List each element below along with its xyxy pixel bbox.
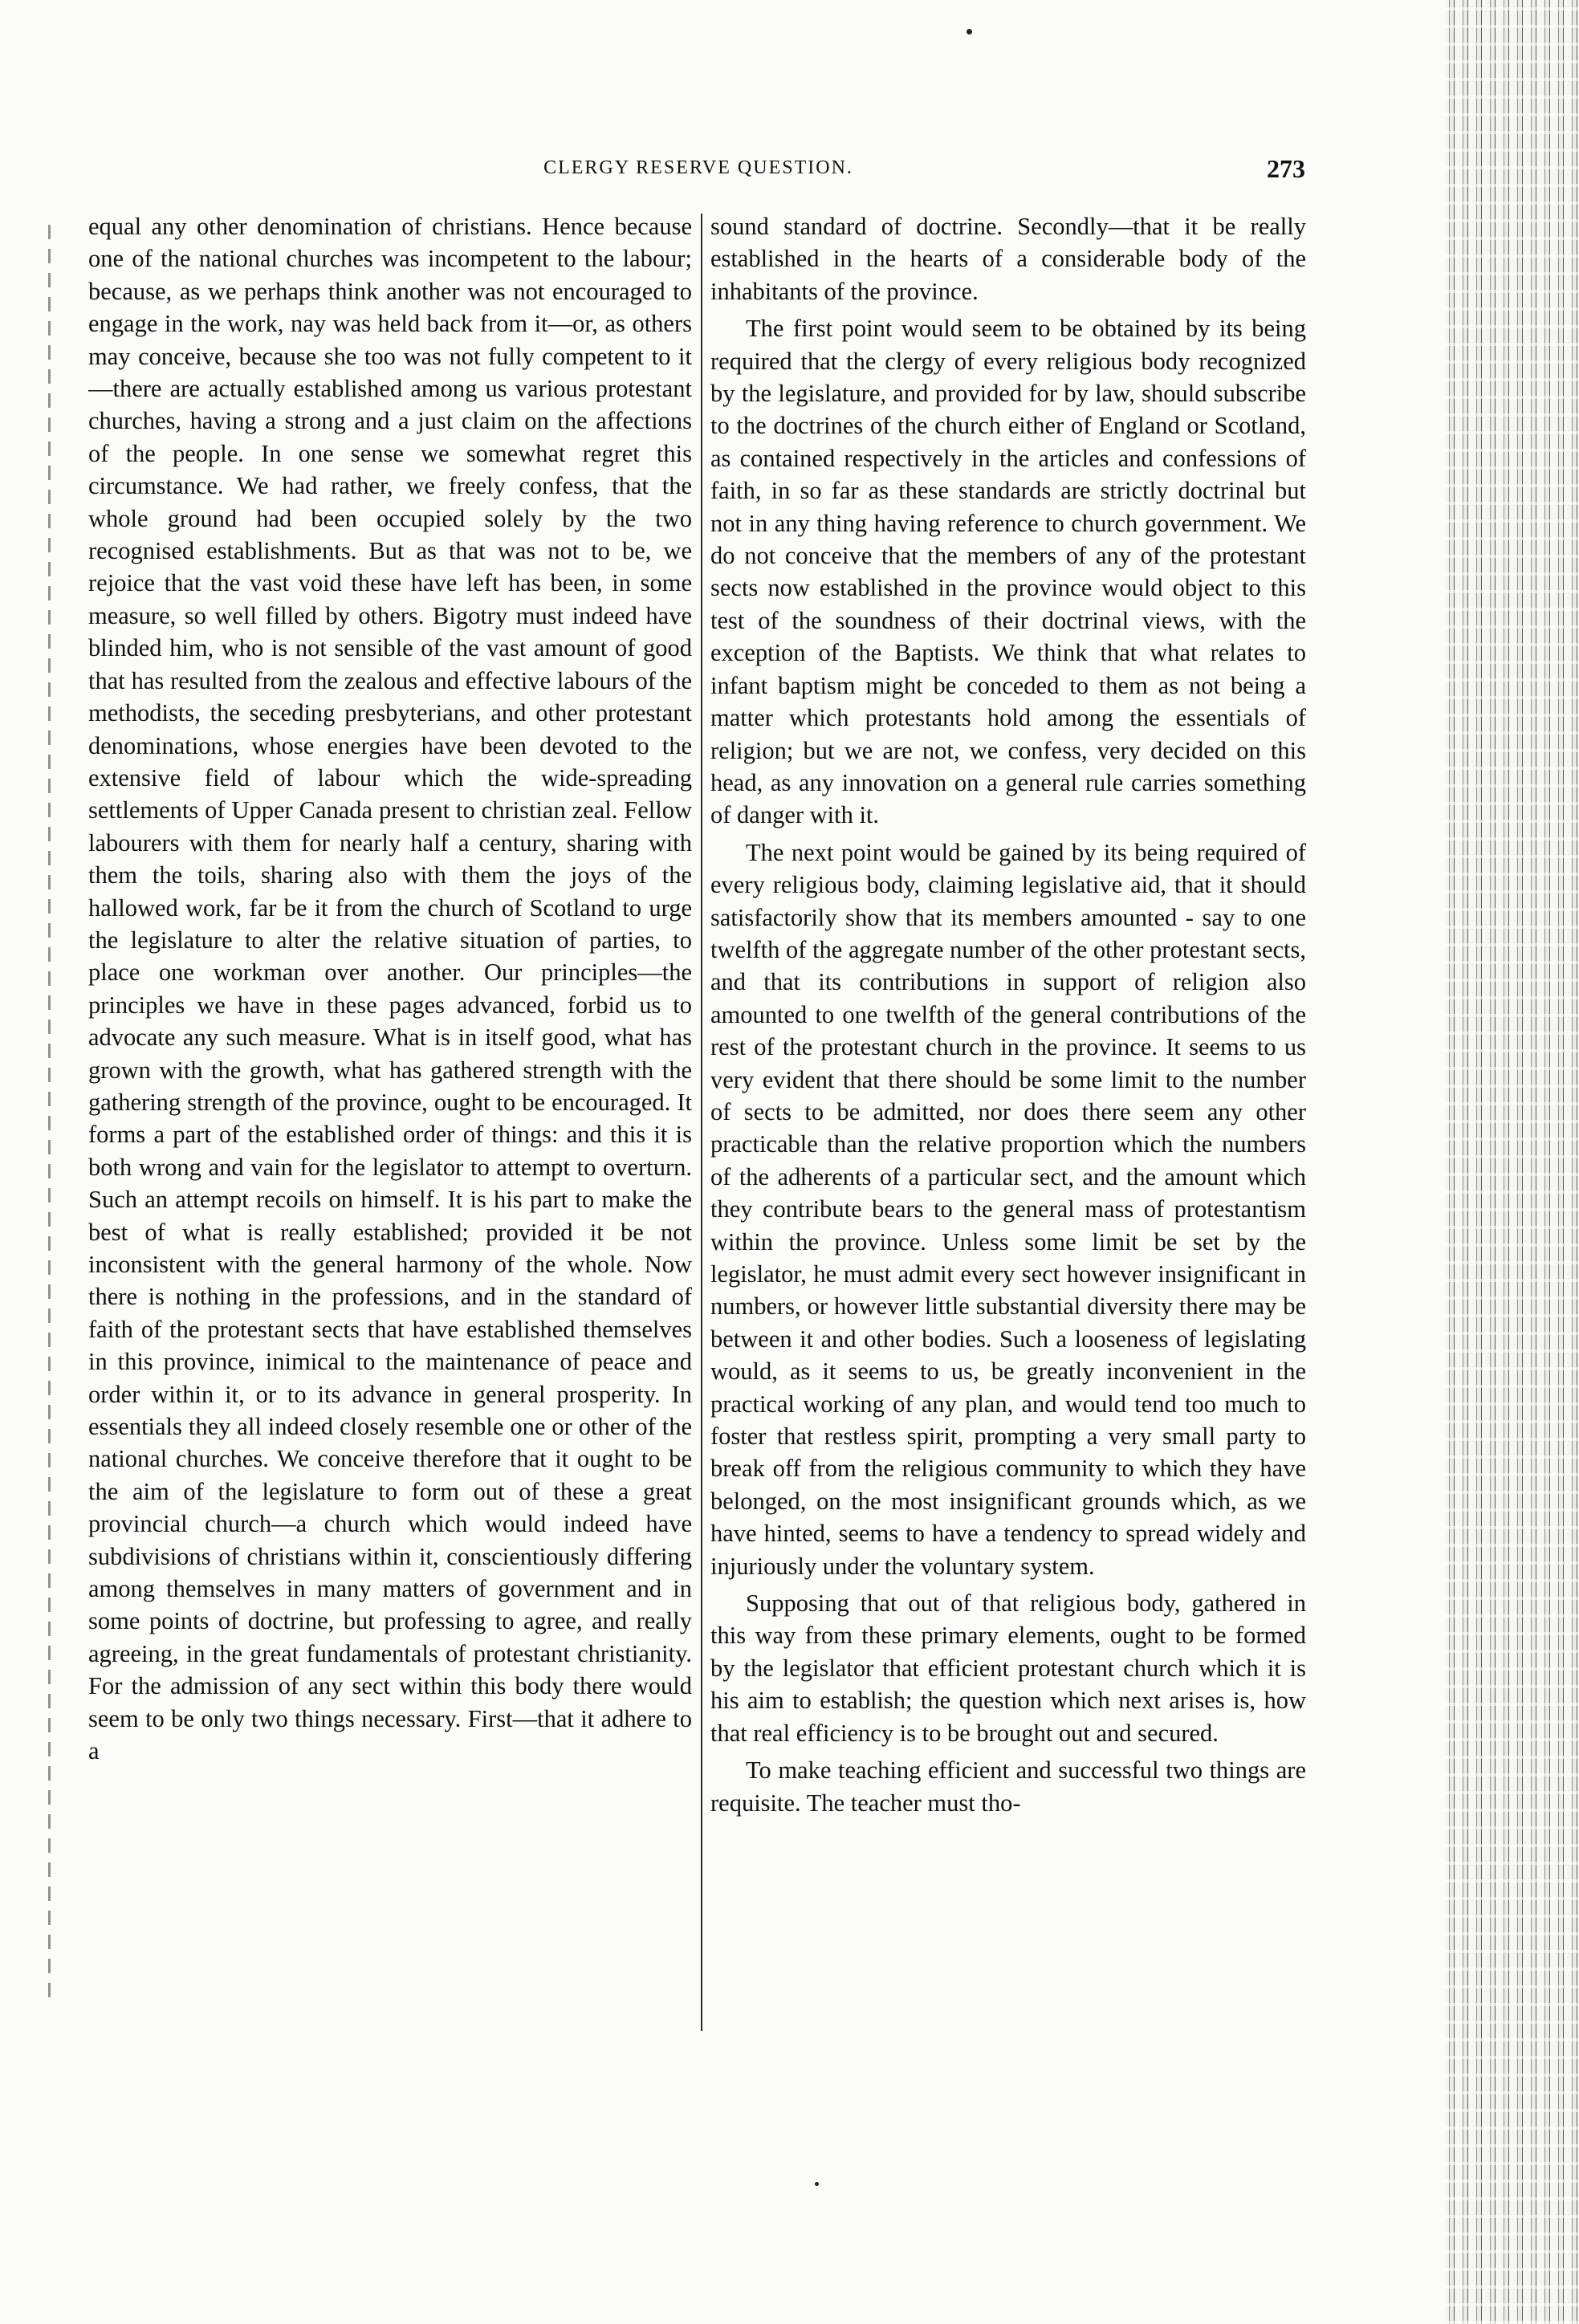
ink-speck [967, 29, 972, 35]
ink-speck [815, 2182, 819, 2186]
paragraph: The next point would be gained by its being required of every religious body, claiming legislative aid, that it should satisfactorily show that its members amounted - say to one twelfth of the aggregate number of the other protestant sects, and that its contributions in support of religion also amounted to one twelfth of the general contributions of the rest of the protestant church in the province. It seems to us very evident that there should be some limit to the number of sects to be admitted, nor does there seem any other practicable than the relative proportion which the numbers of the adherents of a particular sect, and the amount which they contribute bears to the general mass of protestantism within the province. Unless some limit be set by the legislator, he must admit every sect however insignificant in numbers, or however little substantial diversity there may be between it and other bodies. Such a looseness of legislating would, as it seems to us, be greatly inconvenient in the practical working of any plan, and would tend too much to foster that restless spirit, prompting a very small party to break off from the religious community to which they have belonged, on the most insignificant grounds which, as we have hinted, seems to have a tendency to spread widely and injuriously under the voluntary system. [710, 838, 1306, 1580]
paragraph: The first point would seem to be obtained by its being required that the clergy of every religious body recognized by the legislature, and provided for by law, should subscribe to the doctrines of the church either of England or Scotland, as contained respectively in the articles and confessions of faith, in so far as these standards are strictly doctrinal but not in any thing having reference to church government. We do not conceive that the members of any of the protestant sects now established in the province would object to this test of the soundness of their doctrinal views, with the exception of the Baptists. We think that what relates to infant baptism might be conceded to them as not being a matter which protestants hold among the essentials of religion; but we are not, we confess, very decided on this head, as any innovation on a general rule carries something of danger with it. [710, 315, 1306, 829]
page-number: 273 [1267, 154, 1305, 183]
paragraph: Supposing that out of that religious body, gathered in this way from these primary elements, ought to be formed by the legislator that efficient protestant church which it is his aim to establish; the question which next arises is, how that real efficiency is to be brought out and secured. [710, 1589, 1306, 1747]
paragraph: sound standard of doctrine. Secondly—that it be really established in the hearts of a considerable body of the inhabitants of the province. [710, 213, 1306, 305]
column-divider [701, 214, 702, 2031]
paragraph: equal any other denomination of christians. Hence because one of the national churches was incompetent to the labour; because, as we perhaps think another was not encouraged to engage in the work, nay was held back from it—or, as others may conceive, because she too was not fully competent to it—there are actually established among us various protestant churches, having a strong and a just claim on the affections of the people. In one sense we somewhat regret this circumstance. We had rather, we freely confess, that the whole ground had been occupied solely by the two recognised establishments. But as that was not to be, we rejoice that the vast void these have left has been, in some measure, so well filled by others. Bigotry must indeed have blinded him, who is not sensible of the vast amount of good that has resulted from the zealous and effective labours of the methodists, the seceding presbyterians, and other protestant denominations, whose energies have been devoted to the extensive field of labour which the wide-spreading settlements of Upper Canada present to christian zeal. Fellow labourers with them for nearly half a century, sharing with them the toils, sharing also with them the joys of the hallowed work, far be it from the church of Scotland to urge the legislature to alter the relative situation of parties, to place one workman over another. Our principles—the principles we have in these pages advanced, forbid us to advocate any such measure. What is in itself good, what has grown with the growth, what has gathered strength with the gathering strength of the province, ought to be encouraged. It forms a part of the established order of things: and this it is both wrong and vain for the legislator to attempt to overturn. Such an attempt recoils on himself. It is his part to make the best of what is really established; provided it be not inconsistent with the general harmony of the whole. Now there is nothing in the professions, and in the standard of faith of the protestant sects that have established themselves in this province, inimical to the maintenance of peace and order within it, or to its advance in general prosperity. In essentials they all indeed closely resemble one or other of the national churches. We conceive therefore that it ought to be the aim of the legislature to form out of these a great provincial church—a church which would indeed have subdivisions of christians within it, conscientiously differing among themselves in many matters of government and in some points of doctrine, but professing to agree, and really agreeing, in the great fundamentals of protestant christianity. For the admission of any sect within this body there would seem to be only two things necessary. First—that it adhere to a [88, 213, 692, 1765]
left-column [88, 210, 692, 2049]
running-head: CLERGY RESERVE QUESTION. [543, 157, 853, 178]
left-margin-rule [48, 225, 51, 2007]
right-column [710, 210, 1306, 2049]
page-header [80, 154, 1317, 186]
binding-edge [1445, 0, 1579, 2324]
paragraph: To make teaching efficient and successful two things are requisite. The teacher must tho- [710, 1756, 1306, 1817]
